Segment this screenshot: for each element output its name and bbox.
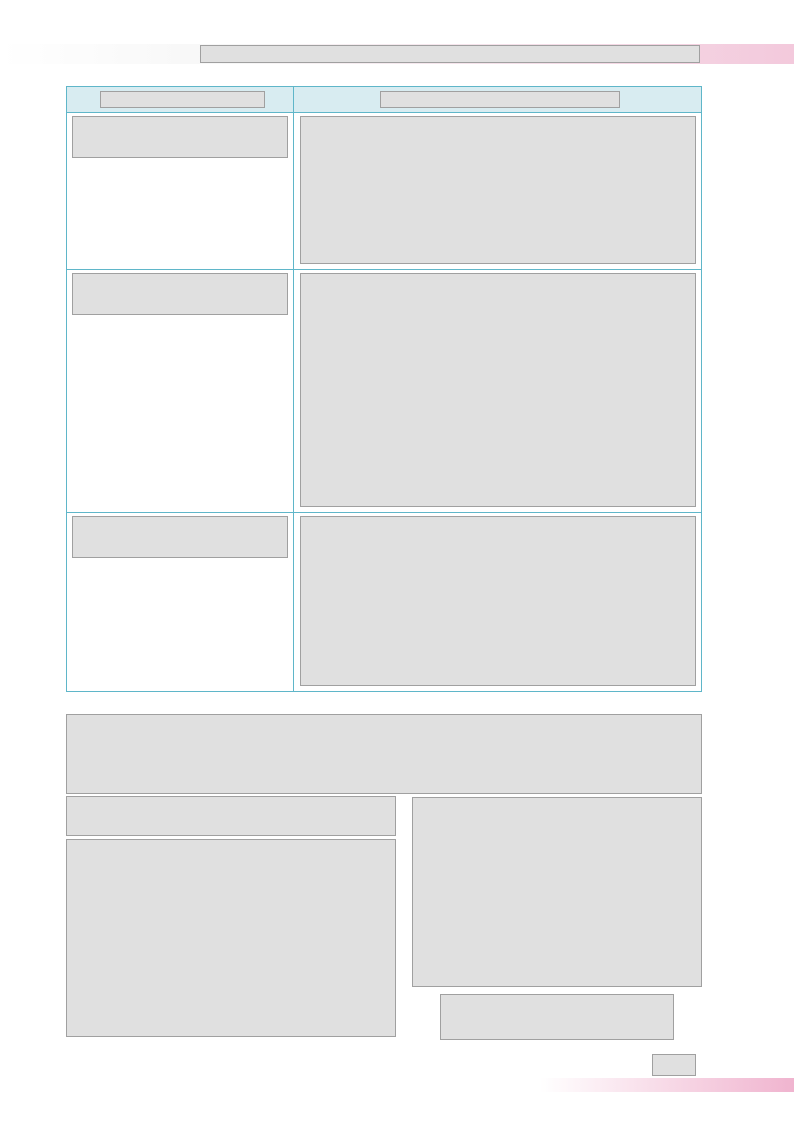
table-cell bbox=[300, 273, 696, 507]
photo-caption bbox=[440, 994, 674, 1040]
table-cell bbox=[72, 116, 288, 158]
table-column-divider bbox=[293, 86, 294, 692]
table-row-divider bbox=[66, 512, 702, 513]
table-cell bbox=[300, 516, 696, 686]
table-row-divider bbox=[66, 269, 702, 270]
carthage-ruins-photo bbox=[412, 797, 702, 987]
page-footer-band bbox=[540, 1078, 794, 1092]
running-header bbox=[200, 45, 700, 63]
page-number bbox=[652, 1054, 696, 1076]
table-cell bbox=[300, 116, 696, 264]
body-paragraph bbox=[66, 796, 396, 836]
table-row-divider bbox=[66, 112, 702, 113]
body-paragraph bbox=[66, 839, 396, 1037]
table-header-cell bbox=[100, 91, 265, 108]
body-paragraph bbox=[66, 714, 702, 794]
table-header-cell bbox=[380, 91, 620, 108]
table-cell bbox=[72, 273, 288, 315]
table-cell bbox=[72, 516, 288, 558]
